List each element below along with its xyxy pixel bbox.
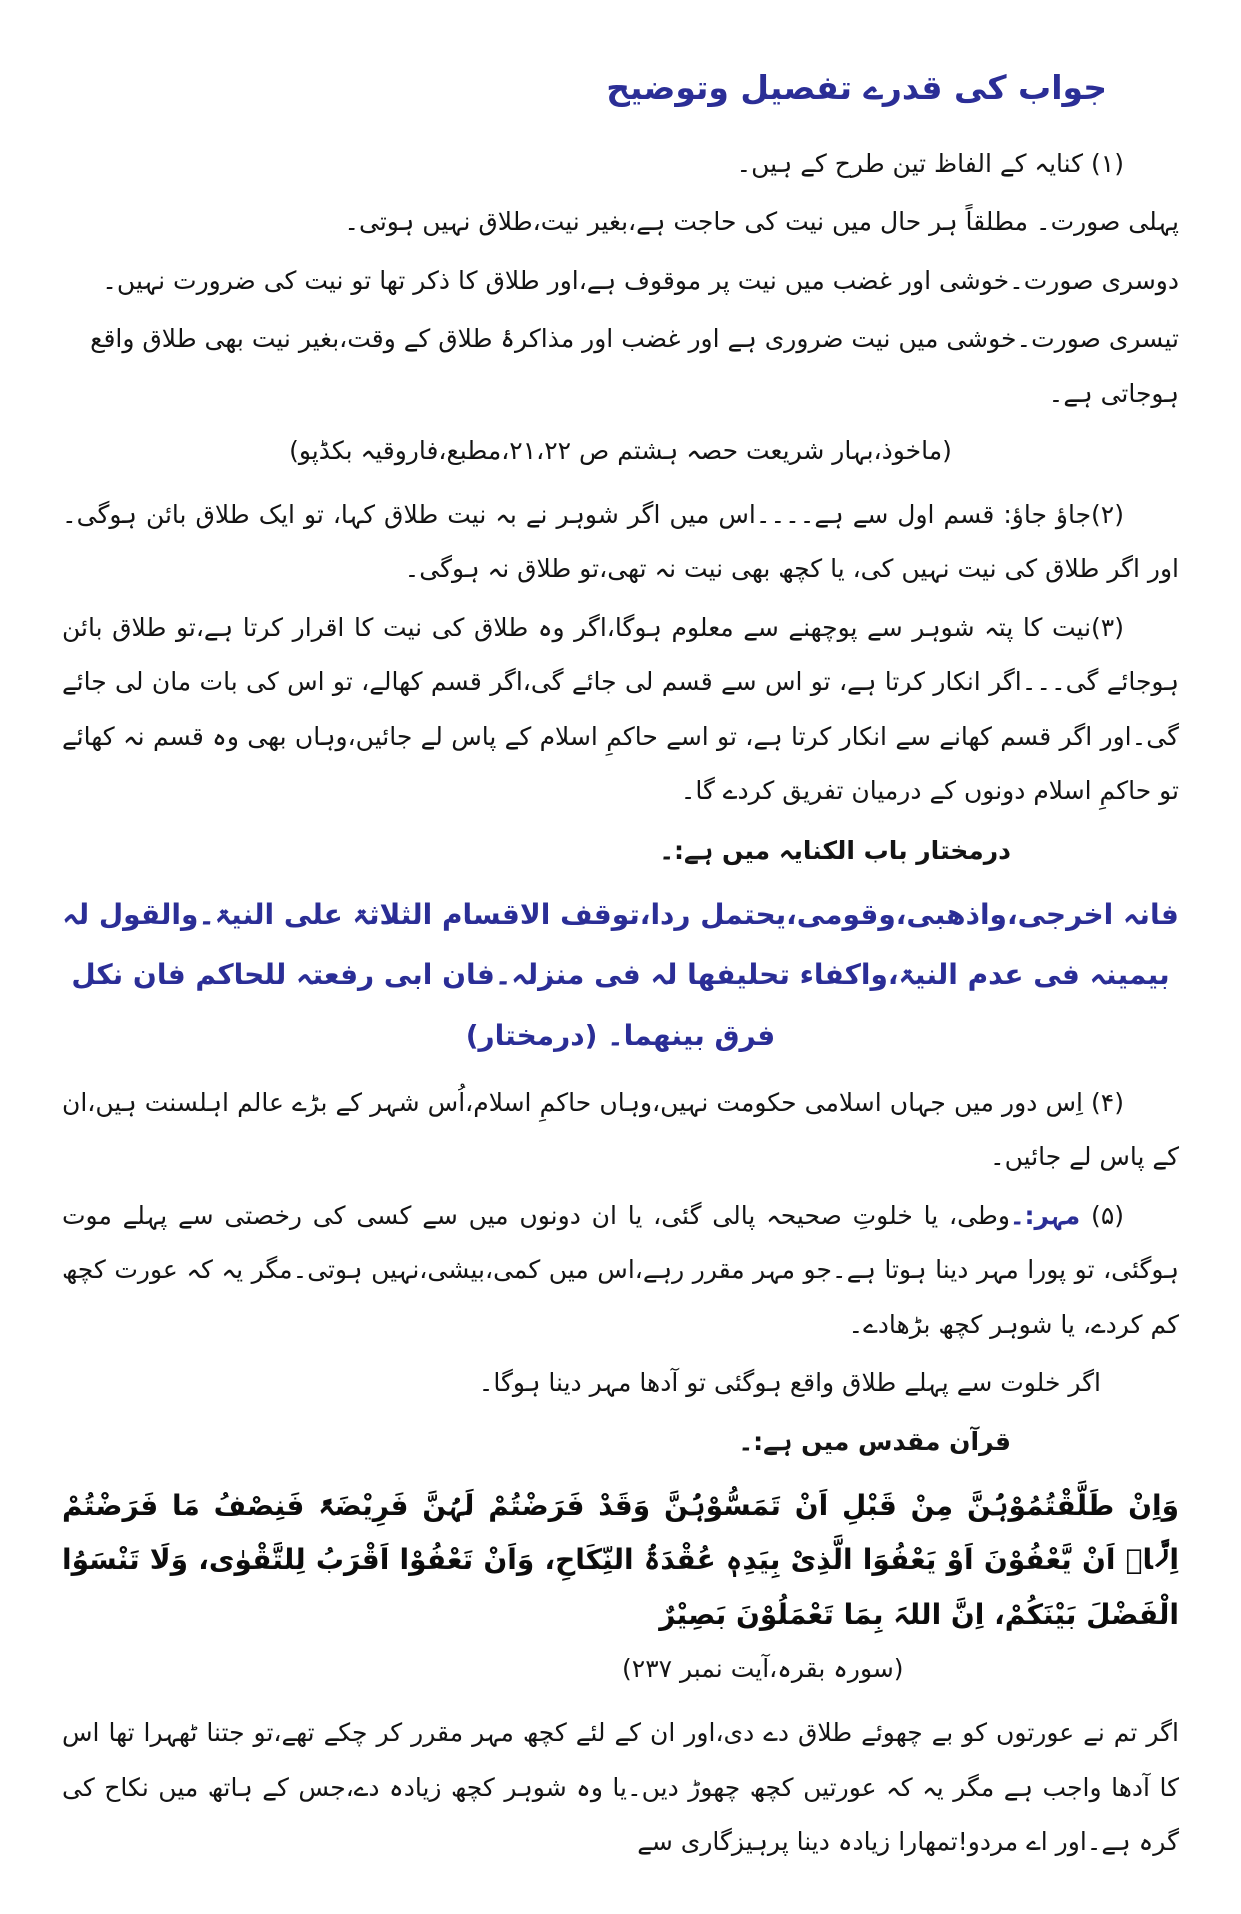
item-3-niyat: (۳)نیت کا پتہ شوہر سے پوچھنے سے معلوم ہوگا،اگر وہ طلاق کی نیت کا اقرار کرتا ہے،تو طلاق بائن ہوجائے گی۔۔۔اگر انکار کرتا ہے، تو اس سے قسم لی جائے گی،اگر قسم کھالے، تو اس کی بات مان لی جائے گی۔اور اگر قسم کھانے سے انکار کرتا ہے، تو اسے حاکمِ اسلام کے پاس لے جائیں،وہاں بھی وہ قسم نہ کھائے تو حاکمِ اسلام دونوں کے درمیان تفریق کردے گا۔	[62, 612, 1179, 806]
verse-translation: اگر تم نے عورتوں کو بے چھوئے طلاق دے دی،اور ان کے لئے کچھ مہر مقرر کر چکے تھے،تو جتنا ٹھہرا تھا اس کا آدھا واجب ہے مگر یہ کہ عورتیں کچھ چھوڑ دیں۔یا وہ شوہر کچھ زیادہ دے،جس کے ہاتھ میں نکاح کی گرہ ہے۔اور اے مردو!تمھارا زیادہ دینا پرہیزگاری سے	[62, 1718, 1179, 1857]
item-1-kinaya: (۱) کنایہ کے الفاظ تین طرح کے ہیں۔	[736, 148, 1124, 178]
item-5-keyword-mehr: مہر:۔	[1009, 1200, 1081, 1230]
arabic-quote-durmukhtar: فانہ اخرجی،واذھبی،وقومی،یحتمل ردا،توقف الاقسام الثلاثۃ علی النیۃ۔والقول لہ بیمینہ فی عدم النیۃ،واکفاء تحلیفھا لہ فی منزلہ۔فان ابی رفعتہ للحاکم فان نکل فرق بینھما۔ (درمختار)	[62, 898, 1179, 1052]
quran-verse-baqarah-237: وَاِنْ طَلَّقْتُمُوْہُنَّ مِنْ قَبْلِ اَنْ تَمَسُّوْہُنَّ وَقَدْ فَرَضْتُمْ لَہُنَّ فَرِیْضَۃً فَنِصْفُ مَا فَرَضْتُمْ اِلَّاۤ اَنْ یَّعْفُوْنَ اَوْ یَعْفُوَا الَّذِیْ بِیَدِہٖ عُقْدَۃُ النِّکَاحِ، وَاَنْ تَعْفُوْا اَقْرَبُ لِلتَّقْوٰی، وَلَا تَنْسَوُا الْفَضْلَ بَیْنَکُمْ، اِنَّ اللہَ بِمَا تَعْمَلُوْنَ بَصِیْرٌ	[62, 1488, 1179, 1631]
case-2-line: دوسری صورت۔خوشی اور غضب میں نیت پر موقوف ہے،اور طلاق کا ذکر تھا تو نیت کی ضرورت نہیں۔	[102, 265, 1179, 295]
item-5-text: وطی، یا خلوتِ صحیحہ پالی گئی، یا ان دونوں میں سے کسی کی رخصتی سے پہلے موت ہوگئی، تو پورا مہر دینا ہوتا ہے۔جو مہر مقرر رہے،اس میں کمی،بیشی،نہیں ہوتی۔مگر یہ کہ عورت کچھ کم کردے، یا شوہر کچھ بڑھادے۔	[62, 1200, 1179, 1339]
case-1-line: پہلی صورت۔ مطلقاً ہر حال میں نیت کی حاجت ہے،بغیر نیت،طلاق نہیں ہوتی۔	[344, 207, 1179, 237]
case-3-line: تیسری صورت۔خوشی میں نیت ضروری ہے اور غضب اور مذاکرۂ طلاق کے وقت،بغیر نیت بھی طلاق واقع ہوجاتی ہے۔	[90, 324, 1179, 408]
item-5-number: (۵)	[1080, 1200, 1125, 1230]
item-4-hakim-islam: (۴) اِس دور میں جہاں اسلامی حکومت نہیں،وہاں حاکمِ اسلام،اُس شہر کے بڑے عالم اہلسنت ہیں،ان کے پاس لے جائیں۔	[62, 1087, 1179, 1172]
item-5-mehr	[62, 1189, 1179, 1353]
item-2-jao-jao: (۲)جاؤ جاؤ: قسم اول سے ہے۔۔۔۔اس میں اگر شوہر نے بہ نیت طلاق کہا، تو ایک طلاق بائن ہوگی۔اور اگر طلاق کی نیت نہیں کی، یا کچھ بھی نیت نہ تھی،تو طلاق نہ ہوگی۔	[62, 499, 1179, 584]
citation-bahar-shariat: (ماخوذ،بہار شریعت حصہ ہشتم ص ۲۱،۲۲،مطبع،فاروقیہ بکڈپو)	[289, 436, 952, 466]
durmukhtar-heading: درمختار باب الکنایہ میں ہے:۔	[659, 835, 1011, 865]
khalwat-half-mehr-line: اگر خلوت سے پہلے طلاق واقع ہوگئی تو آدھا مہر دینا ہوگا۔	[478, 1368, 1101, 1398]
quran-citation: (سورہ بقرہ،آیت نمبر ۲۳۷)	[622, 1654, 904, 1684]
quran-heading: قرآن مقدس میں ہے:۔	[738, 1427, 1011, 1457]
page-title: جواب کی قدرے تفصیل وتوضیح	[606, 68, 1107, 107]
